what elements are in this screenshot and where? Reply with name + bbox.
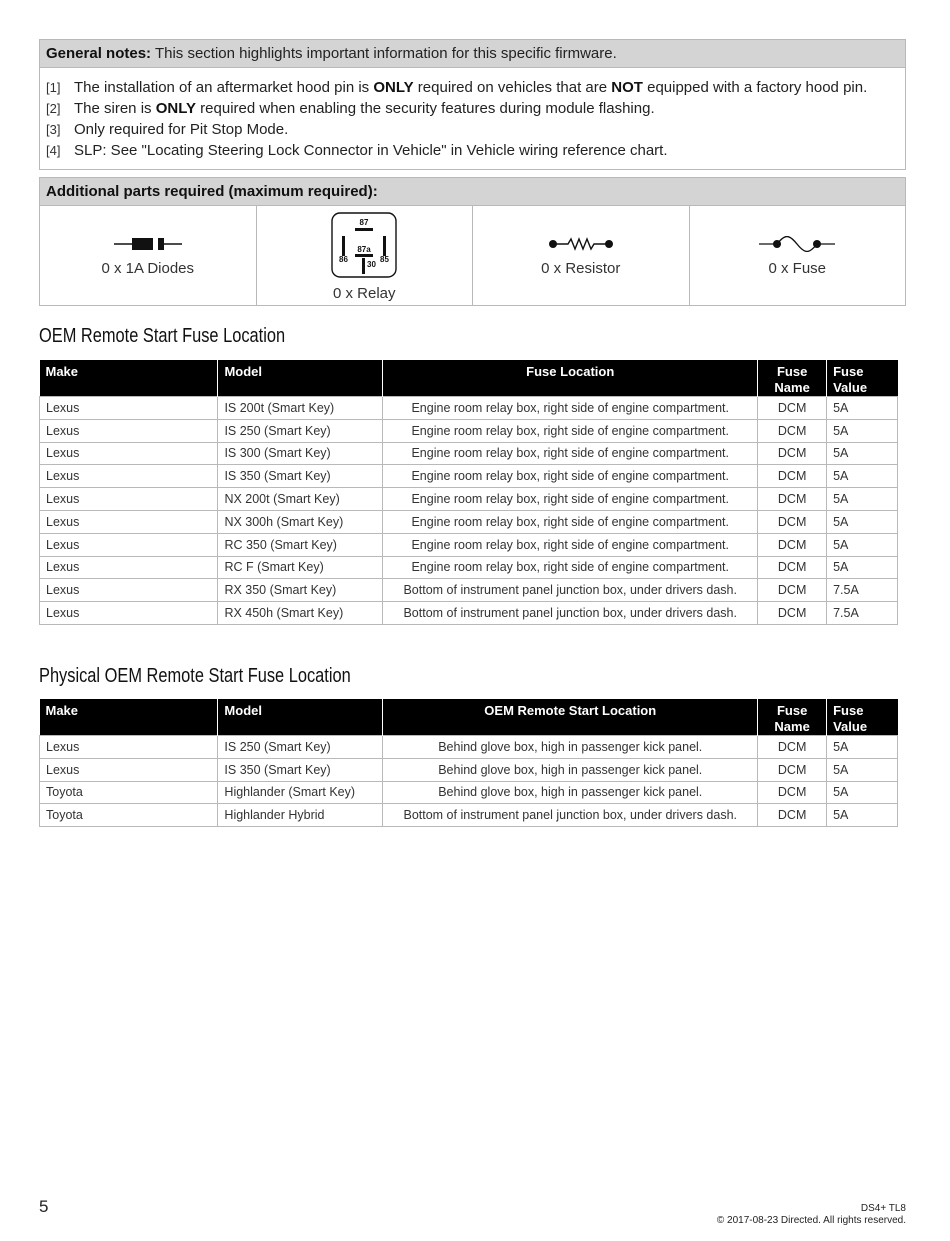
general-notes-list — [40, 68, 905, 161]
diode-icon — [114, 236, 182, 252]
cell-model: RC F (Smart Key) — [218, 556, 383, 579]
part-relay — [257, 206, 474, 306]
cell-model: RC 350 (Smart Key) — [218, 533, 383, 556]
note-number: [1] — [46, 80, 61, 95]
part-resistor — [473, 206, 690, 306]
doc-id: DS4+ TL8 — [860, 1203, 906, 1214]
table-row — [40, 804, 898, 827]
cell-location: Engine room relay box, right side of engine compartment. — [383, 465, 758, 488]
cell-model: IS 350 (Smart Key) — [218, 758, 383, 781]
cell-name: DCM — [758, 736, 827, 759]
relay-pin-86: 86 — [339, 255, 349, 264]
table-row — [40, 781, 898, 804]
header-fuse-name: Fuse Name — [758, 360, 827, 397]
cell-make: Lexus — [40, 602, 218, 625]
cell-location: Behind glove box, high in passenger kick panel. — [383, 736, 758, 759]
table-row — [40, 397, 898, 420]
general-notes-box — [39, 39, 906, 170]
table-header-row — [40, 699, 898, 736]
cell-model: IS 300 (Smart Key) — [218, 442, 383, 465]
header-location: Fuse Location — [383, 360, 758, 397]
header-fuse-value: Fuse Value — [827, 360, 898, 397]
general-notes-heading: General notes: — [46, 45, 152, 62]
cell-make: Lexus — [40, 758, 218, 781]
note-emphasis: ONLY — [155, 100, 196, 117]
header-make: Make — [40, 360, 218, 397]
note-text: The siren is — [74, 100, 156, 117]
cell-model: RX 350 (Smart Key) — [218, 579, 383, 602]
cell-value: 5A — [827, 510, 898, 533]
resistor-icon — [548, 237, 614, 251]
cell-make: Lexus — [40, 556, 218, 579]
cell-model: RX 450h (Smart Key) — [218, 602, 383, 625]
cell-name: DCM — [758, 602, 827, 625]
additional-parts-box — [39, 177, 906, 306]
cell-name: DCM — [758, 465, 827, 488]
cell-name: DCM — [758, 488, 827, 511]
note-item — [46, 98, 905, 119]
cell-value: 5A — [827, 397, 898, 420]
cell-name: DCM — [758, 510, 827, 533]
relay-pin-87: 87 — [359, 218, 369, 227]
cell-make: Lexus — [40, 736, 218, 759]
footer-info — [717, 1203, 906, 1227]
note-item — [46, 119, 905, 140]
cell-name: DCM — [758, 579, 827, 602]
cell-value: 5A — [827, 488, 898, 511]
cell-name: DCM — [758, 419, 827, 442]
cell-value: 5A — [827, 465, 898, 488]
cell-location: Engine room relay box, right side of engine compartment. — [383, 556, 758, 579]
cell-make: Lexus — [40, 419, 218, 442]
note-number: [4] — [46, 143, 61, 158]
part-diodes — [40, 206, 257, 306]
table-row — [40, 419, 898, 442]
cell-value: 5A — [827, 533, 898, 556]
physical-fuse-title: Physical OEM Remote Start Fuse Location — [39, 665, 351, 687]
relay-pin-87a: 87a — [357, 245, 371, 254]
cell-location: Engine room relay box, right side of engine compartment. — [383, 419, 758, 442]
cell-value: 5A — [827, 442, 898, 465]
note-item — [46, 77, 905, 98]
cell-model: Highlander Hybrid — [218, 804, 383, 827]
part-label: 0 x Fuse — [768, 260, 827, 277]
note-text: The installation of an aftermarket hood pin is — [74, 79, 374, 96]
copyright: © 2017-08-23 Directed. All rights reserved. — [716, 1215, 906, 1226]
parts-row — [40, 206, 905, 306]
additional-parts-heading: Additional parts required (maximum required): — [46, 183, 378, 200]
cell-location: Bottom of instrument panel junction box, under drivers dash. — [383, 579, 758, 602]
note-text: required when enabling the security features during module flashing. — [196, 100, 655, 117]
note-number: [2] — [46, 101, 61, 116]
table-row — [40, 442, 898, 465]
cell-make: Toyota — [40, 804, 218, 827]
cell-make: Lexus — [40, 579, 218, 602]
cell-make: Lexus — [40, 510, 218, 533]
table-header-row — [40, 360, 898, 397]
table-row — [40, 758, 898, 781]
cell-name: DCM — [758, 533, 827, 556]
cell-make: Lexus — [40, 397, 218, 420]
cell-model: NX 300h (Smart Key) — [218, 510, 383, 533]
cell-make: Lexus — [40, 465, 218, 488]
cell-location: Engine room relay box, right side of engine compartment. — [383, 397, 758, 420]
cell-make: Lexus — [40, 442, 218, 465]
table-row — [40, 533, 898, 556]
cell-location: Bottom of instrument panel junction box, under drivers dash. — [383, 804, 758, 827]
cell-location: Behind glove box, high in passenger kick panel. — [383, 781, 758, 804]
cell-value: 5A — [827, 736, 898, 759]
note-emphasis: NOT — [611, 79, 643, 96]
note-number: [3] — [46, 122, 61, 137]
table-row — [40, 736, 898, 759]
cell-value: 5A — [827, 804, 898, 827]
cell-location: Bottom of instrument panel junction box, under drivers dash. — [383, 602, 758, 625]
header-fuse-name: Fuse Name — [758, 699, 827, 736]
relay-icon — [331, 212, 397, 278]
part-fuse — [690, 206, 906, 306]
cell-make: Toyota — [40, 781, 218, 804]
oem-fuse-table — [39, 360, 898, 625]
table-row — [40, 510, 898, 533]
cell-make: Lexus — [40, 533, 218, 556]
table-row — [40, 556, 898, 579]
cell-value: 7.5A — [827, 579, 898, 602]
header-model: Model — [218, 699, 383, 736]
cell-value: 7.5A — [827, 602, 898, 625]
note-text: required on vehicles that are — [413, 79, 612, 96]
cell-name: DCM — [758, 397, 827, 420]
table-row — [40, 488, 898, 511]
cell-model: IS 200t (Smart Key) — [218, 397, 383, 420]
page-number: 5 — [39, 1197, 49, 1216]
oem-fuse-title: OEM Remote Start Fuse Location — [39, 325, 286, 347]
cell-model: Highlander (Smart Key) — [218, 781, 383, 804]
part-label: 0 x Resistor — [541, 260, 621, 277]
relay-pin-30: 30 — [367, 260, 377, 269]
general-notes-header — [40, 40, 905, 68]
general-notes-intro: This section highlights important information for this specific firmware. — [154, 45, 617, 62]
note-item — [46, 140, 905, 161]
cell-location: Engine room relay box, right side of engine compartment. — [383, 533, 758, 556]
cell-value: 5A — [827, 419, 898, 442]
note-text: equipped with a factory hood pin. — [642, 79, 868, 96]
note-text: Only required for Pit Stop Mode. — [74, 121, 289, 138]
cell-value: 5A — [827, 556, 898, 579]
cell-location: Behind glove box, high in passenger kick panel. — [383, 758, 758, 781]
cell-location: Engine room relay box, right side of engine compartment. — [383, 442, 758, 465]
table-row — [40, 602, 898, 625]
cell-make: Lexus — [40, 488, 218, 511]
table-row — [40, 465, 898, 488]
cell-model: IS 350 (Smart Key) — [218, 465, 383, 488]
cell-model: NX 200t (Smart Key) — [218, 488, 383, 511]
relay-pin-85: 85 — [380, 255, 390, 264]
note-emphasis: ONLY — [373, 79, 414, 96]
cell-location: Engine room relay box, right side of engine compartment. — [383, 510, 758, 533]
cell-name: DCM — [758, 781, 827, 804]
cell-location: Engine room relay box, right side of engine compartment. — [383, 488, 758, 511]
cell-model: IS 250 (Smart Key) — [218, 419, 383, 442]
header-model: Model — [218, 360, 383, 397]
cell-name: DCM — [758, 556, 827, 579]
physical-fuse-table — [39, 699, 898, 827]
cell-name: DCM — [758, 804, 827, 827]
table-row — [40, 579, 898, 602]
cell-name: DCM — [758, 442, 827, 465]
cell-value: 5A — [827, 781, 898, 804]
part-label: 0 x 1A Diodes — [101, 260, 195, 277]
header-fuse-value: Fuse Value — [827, 699, 898, 736]
cell-value: 5A — [827, 758, 898, 781]
cell-model: IS 250 (Smart Key) — [218, 736, 383, 759]
header-location: OEM Remote Start Location — [383, 699, 758, 736]
fuse-icon — [759, 236, 835, 252]
header-make: Make — [40, 699, 218, 736]
additional-parts-header — [40, 178, 905, 206]
cell-name: DCM — [758, 758, 827, 781]
part-label: 0 x Relay — [332, 285, 396, 302]
note-text: SLP: See "Locating Steering Lock Connector in Vehicle" in Vehicle wiring reference chart. — [74, 142, 668, 159]
